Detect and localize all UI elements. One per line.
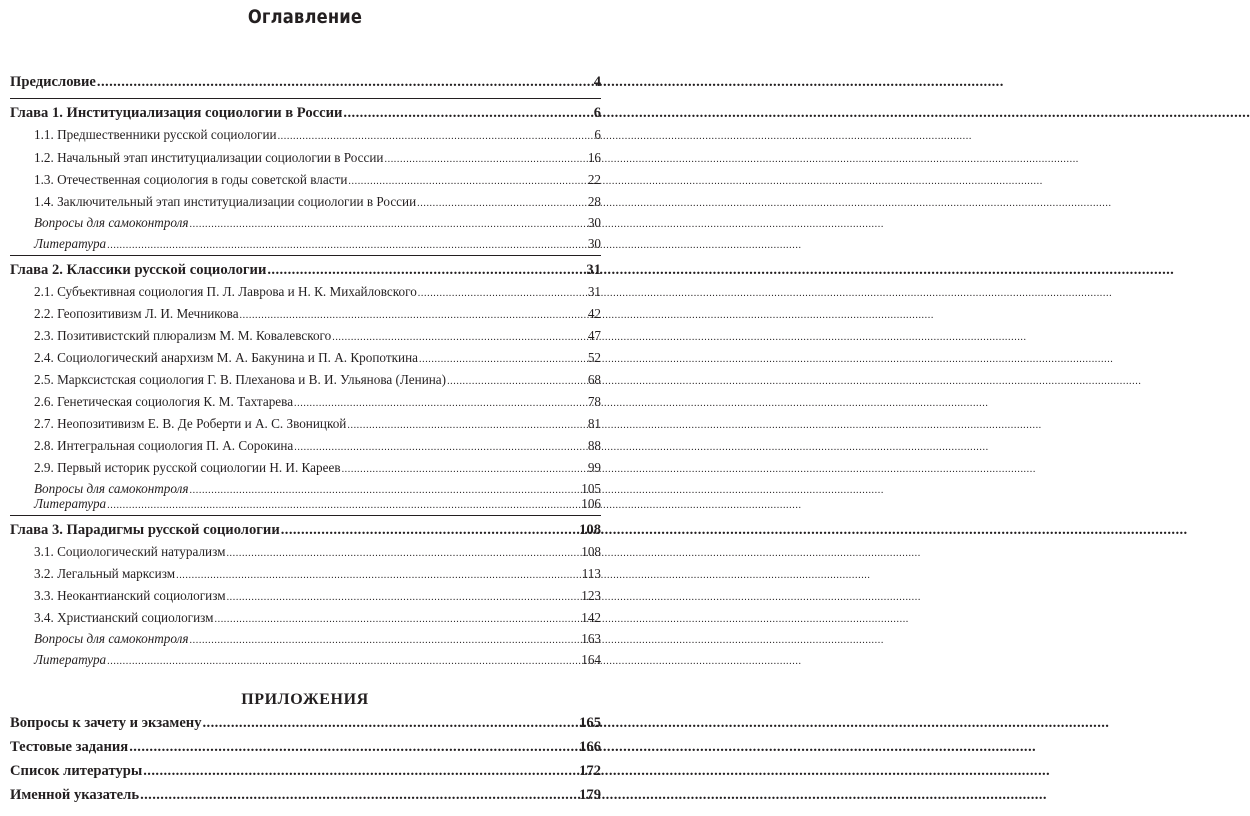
toc-section-1-2[interactable] — [34, 151, 601, 165]
toc-entry-label: Литература — [34, 652, 107, 667]
dot-leader — [278, 128, 594, 142]
toc-entry-page: 30 — [587, 236, 601, 251]
toc-section-2-2[interactable] — [34, 307, 601, 321]
toc-entry-page: 88 — [587, 438, 601, 453]
toc-section-2-5[interactable] — [34, 373, 601, 387]
toc-entry-page: 106 — [581, 496, 601, 511]
toc-section-1-4[interactable] — [34, 195, 601, 209]
dot-leader — [107, 653, 580, 667]
toc-section-2-1[interactable] — [34, 285, 601, 299]
dot-leader — [281, 523, 578, 538]
toc-entry-label: 3.3. Неокантианский социологизм — [34, 588, 226, 603]
dot-leader — [190, 216, 587, 230]
toc-section-2-6[interactable] — [34, 395, 601, 409]
toc-section-2-8[interactable] — [34, 439, 601, 453]
dot-leader — [215, 611, 581, 625]
dot-leader — [140, 788, 578, 803]
toc-entry-page: 52 — [587, 350, 601, 365]
toc-appendix-name-index[interactable] — [10, 788, 601, 803]
toc-entry-page: 31 — [586, 262, 601, 278]
toc-entry-label: 3.1. Социологический натурализм — [34, 544, 226, 559]
toc-self-check-2[interactable] — [34, 482, 601, 496]
toc-entry-label: Вопросы для самоконтроля — [34, 631, 189, 646]
toc-entry-page: 105 — [581, 481, 601, 496]
toc-entry-label: 2.4. Социологический анархизм М. А. Бакунина и П. А. Кропоткина — [34, 350, 418, 365]
toc-appendix-exam-questions[interactable] — [10, 716, 601, 731]
toc-section-3-4[interactable] — [34, 611, 601, 625]
dot-leader — [417, 195, 587, 209]
toc-entry-page: 165 — [579, 715, 601, 731]
toc-entry-label: 2.7. Неопозитивизм Е. В. Де Роберти и А. С. Звоницкой — [34, 416, 347, 431]
toc-entry-page: 163 — [581, 631, 601, 646]
dot-leader — [342, 461, 587, 475]
dot-leader — [418, 285, 587, 299]
table-of-contents-page — [0, 0, 610, 816]
toc-section-2-4[interactable] — [34, 351, 601, 365]
toc-section-1-1[interactable] — [34, 128, 601, 142]
toc-entry-page: 78 — [587, 394, 601, 409]
toc-entry-label: 1.3. Отечественная социология в годы советской власти — [34, 172, 348, 187]
section-divider — [10, 98, 601, 99]
section-divider — [10, 255, 601, 256]
toc-literature-1[interactable] — [34, 237, 601, 251]
toc-chapter-2[interactable] — [10, 263, 601, 278]
dot-leader — [226, 545, 580, 559]
toc-entry-label: 2.3. Позитивистский плюрализм М. М. Ковалевского — [34, 328, 332, 343]
dot-leader — [143, 764, 578, 779]
toc-entry-label: 1.4. Заключительный этап институциализации социологии в России — [34, 194, 417, 209]
toc-entry-label: 3.4. Христианский социологизм — [34, 610, 214, 625]
toc-entry-page: 179 — [579, 787, 601, 803]
toc-entry-page: 30 — [587, 215, 601, 230]
dot-leader — [347, 417, 586, 431]
toc-entry-page: 16 — [587, 150, 601, 165]
toc-entry-page: 31 — [587, 284, 601, 299]
dot-leader — [294, 439, 587, 453]
toc-entry-page: 142 — [581, 610, 601, 625]
toc-entry-label: 2.8. Интегральная социология П. А. Сорокина — [34, 438, 294, 453]
toc-self-check-3[interactable] — [34, 632, 601, 646]
toc-entry-page: 6 — [593, 105, 601, 121]
toc-entry-page: 42 — [587, 306, 601, 321]
toc-entry-label: Литература — [34, 496, 107, 511]
toc-entry-label: 2.9. Первый историк русской социологии Н. И. Кареев — [34, 460, 341, 475]
toc-entry-preface[interactable] — [10, 75, 601, 90]
toc-entry-page: 99 — [587, 460, 601, 475]
toc-entry-page: 113 — [581, 566, 601, 581]
dot-leader — [343, 106, 592, 121]
toc-entry-page: 68 — [587, 372, 601, 387]
dot-leader — [203, 716, 579, 731]
toc-entry-label: Предисловие — [10, 74, 96, 90]
toc-entry-page: 123 — [581, 588, 601, 603]
dot-leader — [129, 740, 578, 755]
toc-entry-label: Вопросы для самоконтроля — [34, 215, 189, 230]
toc-literature-2[interactable] — [34, 497, 601, 511]
toc-entry-label: Именной указатель — [10, 787, 140, 803]
toc-section-2-9[interactable] — [34, 461, 601, 475]
toc-entry-label: Глава 1. Институциализация социологии в России — [10, 105, 343, 121]
toc-entry-label: 3.2. Легальный марксизм — [34, 566, 176, 581]
toc-entry-page: 166 — [579, 739, 601, 755]
dot-leader — [190, 632, 581, 646]
toc-section-3-3[interactable] — [34, 589, 601, 603]
dot-leader — [385, 151, 587, 165]
toc-entry-page: 172 — [579, 763, 601, 779]
toc-entry-label: 2.1. Субъективная социология П. Л. Лаврова и Н. К. Михайловского — [34, 284, 417, 299]
toc-entry-page: 81 — [587, 416, 601, 431]
dot-leader — [107, 497, 580, 511]
dot-leader — [107, 237, 587, 251]
toc-appendix-tests[interactable] — [10, 740, 601, 755]
toc-entry-page: 108 — [581, 544, 601, 559]
toc-appendix-bibliography[interactable] — [10, 764, 601, 779]
toc-entry-label: 1.1. Предшественники русской социологии — [34, 127, 277, 142]
toc-entry-label: Глава 3. Парадигмы русской социологии — [10, 522, 280, 538]
page-title: Оглавление — [247, 6, 363, 28]
toc-entry-page: 28 — [587, 194, 601, 209]
dot-leader — [332, 329, 587, 343]
toc-entry-page: 164 — [581, 652, 601, 667]
dot-leader — [294, 395, 587, 409]
dot-leader — [447, 373, 587, 387]
toc-section-1-3[interactable] — [34, 173, 601, 187]
toc-entry-page: 108 — [579, 522, 601, 538]
toc-literature-3[interactable] — [34, 653, 601, 667]
toc-section-3-2[interactable] — [34, 567, 601, 581]
toc-entry-label: 2.5. Марксистская социология Г. В. Плеханова и В. И. Ульянова (Ленина) — [34, 372, 447, 387]
dot-leader — [240, 307, 587, 321]
dot-leader — [227, 589, 581, 603]
toc-section-3-1[interactable] — [34, 545, 601, 559]
toc-entry-label: Тестовые задания — [10, 739, 129, 755]
dot-leader — [419, 351, 587, 365]
dot-leader — [176, 567, 581, 581]
toc-entry-label: 2.6. Генетическая социология К. М. Тахтарева — [34, 394, 294, 409]
toc-chapter-3[interactable] — [10, 523, 601, 538]
toc-entry-label: 1.2. Начальный этап институциализации социологии в России — [34, 150, 384, 165]
toc-entry-page: 6 — [594, 127, 601, 142]
toc-entry-label: Глава 2. Классики русской социологии — [10, 262, 267, 278]
dot-leader — [348, 173, 586, 187]
toc-entry-page: 4 — [593, 74, 601, 90]
dot-leader — [190, 482, 581, 496]
toc-entry-label: 2.2. Геопозитивизм Л. И. Мечникова — [34, 306, 239, 321]
toc-entry-page: 47 — [587, 328, 601, 343]
dot-leader — [267, 263, 585, 278]
toc-entry-label: Вопросы к зачету и экзамену — [10, 715, 202, 731]
appendix-heading: ПРИЛОЖЕНИЯ — [241, 691, 369, 708]
toc-section-2-3[interactable] — [34, 329, 601, 343]
toc-entry-page: 22 — [587, 172, 601, 187]
toc-self-check-1[interactable] — [34, 216, 601, 230]
toc-entry-label: Литература — [34, 236, 107, 251]
toc-chapter-1[interactable] — [10, 106, 601, 121]
dot-leader — [97, 75, 593, 90]
toc-entry-label: Список литературы — [10, 763, 143, 779]
toc-section-2-7[interactable] — [34, 417, 601, 431]
section-divider — [10, 515, 601, 516]
toc-entry-label: Вопросы для самоконтроля — [34, 481, 189, 496]
